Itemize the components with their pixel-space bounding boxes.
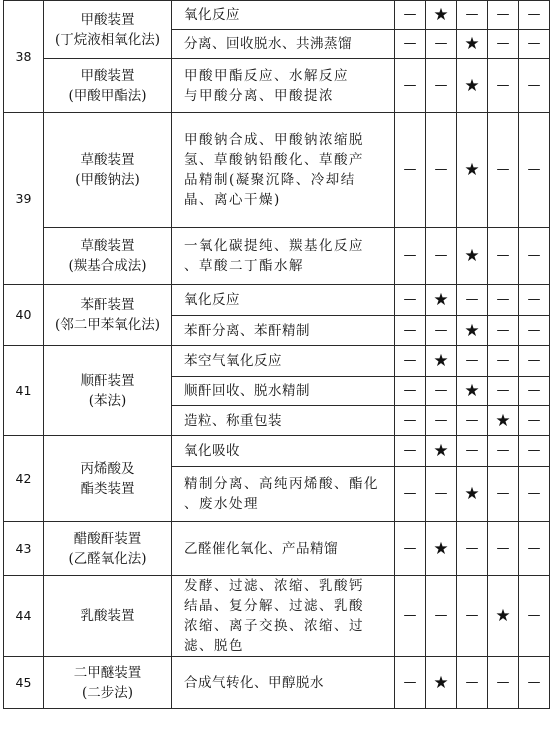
dash-mark: —: [457, 576, 488, 657]
table-row: [4, 1, 550, 30]
device-name-line: (羰基合成法): [68, 258, 147, 274]
dash-mark: —: [395, 657, 426, 709]
device-name-line: 苯酐装置: [80, 297, 135, 313]
device-name-line: 二甲醚装置: [73, 664, 142, 681]
dash-mark: —: [395, 59, 426, 113]
dash-mark: —: [519, 285, 550, 316]
dash-mark: —: [519, 576, 550, 657]
device-name-cell: [44, 285, 172, 346]
dash-mark: —: [488, 316, 519, 346]
dash-mark: —: [519, 467, 550, 522]
item-number-cell: 43: [4, 522, 44, 576]
dash-mark: —: [395, 228, 426, 285]
dash-mark: —: [488, 228, 519, 285]
process-text-line: 结晶、复分解、过滤、乳酸: [184, 598, 364, 614]
process-text-line: 、草酸二丁酯水解: [184, 258, 304, 274]
item-number-cell: 44: [4, 576, 44, 657]
device-name-line: 甲酸装置: [80, 67, 135, 84]
table-row: [4, 657, 550, 709]
device-name-line: 草酸装置: [80, 152, 135, 168]
process-text-line: 、废水处理: [184, 496, 259, 512]
star-icon: ★: [457, 228, 488, 285]
process-text-line: 造粒、称重包装: [184, 412, 282, 429]
device-name-line: (二步法): [81, 684, 134, 701]
dash-mark: —: [519, 657, 550, 709]
dash-mark: —: [426, 467, 457, 522]
process-text-line: 精制分离、高纯丙烯酸、酯化: [184, 476, 379, 492]
dash-mark: —: [426, 576, 457, 657]
process-cell: [172, 316, 395, 346]
process-text-line: 氢、草酸钠铅酸化、草酸产: [184, 152, 364, 168]
dash-mark: —: [519, 1, 550, 30]
table-row: [4, 436, 550, 467]
dash-mark: —: [488, 346, 519, 377]
star-icon: ★: [488, 406, 519, 436]
dash-mark: —: [457, 346, 488, 377]
table-row: [4, 113, 550, 228]
dash-mark: —: [395, 346, 426, 377]
device-name-line: 酯类装置: [80, 480, 135, 497]
process-text-line: 合成气转化、甲醇脱水: [184, 674, 324, 691]
dash-mark: —: [395, 406, 426, 436]
device-name-line: (甲酸钠法): [75, 172, 140, 188]
dash-mark: —: [519, 522, 550, 576]
process-cell: [172, 467, 395, 522]
device-name-cell: [44, 657, 172, 709]
star-icon: ★: [457, 467, 488, 522]
dash-mark: —: [519, 436, 550, 467]
device-name-line: (苯法): [88, 392, 127, 409]
device-name-cell: [44, 113, 172, 228]
process-cell: [172, 657, 395, 709]
dash-mark: —: [519, 346, 550, 377]
process-text-line: 乙醛催化氧化、产品精馏: [184, 540, 338, 557]
process-text-line: 一氧化碳提纯、羰基化反应: [184, 238, 364, 254]
device-name-line: (邻二甲苯氧化法): [54, 317, 161, 333]
dash-mark: —: [426, 406, 457, 436]
dash-mark: —: [457, 1, 488, 30]
dash-mark: —: [395, 576, 426, 657]
item-number-cell: 38: [4, 1, 44, 113]
dash-mark: —: [395, 30, 426, 59]
device-name-line: (甲酸甲酯法): [68, 87, 147, 104]
process-cell: [172, 346, 395, 377]
table-row: [4, 59, 550, 113]
dash-mark: —: [395, 467, 426, 522]
dash-mark: —: [488, 522, 519, 576]
device-name-line: (丁烷液相氧化法): [54, 31, 161, 48]
dash-mark: —: [395, 522, 426, 576]
process-text-line: 甲酸钠合成、甲酸钠浓缩脱: [184, 132, 364, 148]
process-text-line: 氧化反应: [184, 7, 240, 23]
dash-mark: —: [395, 377, 426, 406]
device-name-line: 顺酐装置: [80, 372, 135, 389]
device-name-cell: [44, 346, 172, 436]
device-name-cell: [44, 576, 172, 657]
dash-mark: —: [426, 228, 457, 285]
device-name-cell: [44, 522, 172, 576]
item-number-cell: 40: [4, 285, 44, 346]
dash-mark: —: [426, 316, 457, 346]
process-classification-table: [3, 0, 550, 709]
process-cell: [172, 59, 395, 113]
dash-mark: —: [519, 228, 550, 285]
process-text-line: 顺酐回收、脱水精制: [184, 383, 310, 399]
process-cell: [172, 30, 395, 59]
dash-mark: —: [426, 59, 457, 113]
dash-mark: —: [488, 377, 519, 406]
device-name-cell: [44, 436, 172, 522]
process-text-line: 氧化吸收: [184, 443, 240, 459]
dash-mark: —: [457, 657, 488, 709]
process-text-line: 氧化反应: [184, 292, 240, 308]
dash-mark: —: [426, 377, 457, 406]
table-row: [4, 346, 550, 377]
process-text-line: 甲酸甲酯反应、水解反应: [184, 67, 349, 84]
dash-mark: —: [519, 377, 550, 406]
device-name-line: (乙醛氧化法): [68, 550, 147, 567]
process-text-line: 品精制(凝聚沉降、冷却结: [184, 172, 356, 188]
item-number-cell: 45: [4, 657, 44, 709]
star-icon: ★: [426, 1, 457, 30]
dash-mark: —: [488, 657, 519, 709]
device-name-cell: [44, 228, 172, 285]
process-text-line: 晶、离心干燥): [184, 192, 281, 208]
process-cell: [172, 436, 395, 467]
device-name-line: 丙烯酸及: [80, 460, 135, 477]
process-text-line: 分离、回收脱水、共沸蒸馏: [184, 36, 352, 52]
item-number-cell: 42: [4, 436, 44, 522]
device-name-line: 甲酸装置: [80, 11, 135, 28]
dash-mark: —: [457, 436, 488, 467]
star-icon: ★: [426, 436, 457, 467]
process-text-line: 浓缩、离子交换、浓缩、过滤、脱色: [184, 618, 364, 654]
process-cell: [172, 228, 395, 285]
dash-mark: —: [488, 113, 519, 228]
star-icon: ★: [488, 576, 519, 657]
dash-mark: —: [426, 30, 457, 59]
star-icon: ★: [457, 113, 488, 228]
dash-mark: —: [395, 316, 426, 346]
dash-mark: —: [519, 30, 550, 59]
table-row: [4, 228, 550, 285]
dash-mark: —: [395, 436, 426, 467]
device-name-cell: [44, 1, 172, 59]
star-icon: ★: [457, 377, 488, 406]
star-icon: ★: [426, 657, 457, 709]
table-row: [4, 576, 550, 657]
dash-mark: —: [395, 285, 426, 316]
process-cell: [172, 285, 395, 316]
dash-mark: —: [395, 1, 426, 30]
device-name-cell: [44, 59, 172, 113]
star-icon: ★: [457, 59, 488, 113]
table-row: [4, 522, 550, 576]
table-row: [4, 285, 550, 316]
dash-mark: —: [457, 285, 488, 316]
process-cell: [172, 377, 395, 406]
dash-mark: —: [488, 436, 519, 467]
dash-mark: —: [488, 285, 519, 316]
process-text-line: 苯空气氧化反应: [184, 353, 282, 369]
process-text-line: 发酵、过滤、浓缩、乳酸钙: [184, 578, 364, 594]
dash-mark: —: [395, 113, 426, 228]
dash-mark: —: [488, 1, 519, 30]
process-text-line: 苯酐分离、苯酐精制: [184, 322, 310, 339]
dash-mark: —: [519, 316, 550, 346]
process-cell: [172, 406, 395, 436]
dash-mark: —: [519, 406, 550, 436]
item-number-cell: 41: [4, 346, 44, 436]
device-name-line: 乳酸装置: [80, 608, 135, 624]
dash-mark: —: [519, 59, 550, 113]
dash-mark: —: [426, 113, 457, 228]
process-cell: [172, 576, 395, 657]
dash-mark: —: [488, 59, 519, 113]
star-icon: ★: [426, 522, 457, 576]
dash-mark: —: [488, 467, 519, 522]
dash-mark: —: [457, 406, 488, 436]
star-icon: ★: [426, 285, 457, 316]
device-name-line: 草酸装置: [80, 238, 135, 254]
process-cell: [172, 113, 395, 228]
item-number-cell: 39: [4, 113, 44, 285]
process-cell: [172, 522, 395, 576]
dash-mark: —: [457, 522, 488, 576]
device-name-line: 醋酸酐装置: [73, 530, 142, 547]
dash-mark: —: [519, 113, 550, 228]
star-icon: ★: [457, 316, 488, 346]
process-cell: [172, 1, 395, 30]
star-icon: ★: [426, 346, 457, 377]
process-text-line: 与甲酸分离、甲酸提浓: [184, 87, 334, 104]
dash-mark: —: [488, 30, 519, 59]
star-icon: ★: [457, 30, 488, 59]
